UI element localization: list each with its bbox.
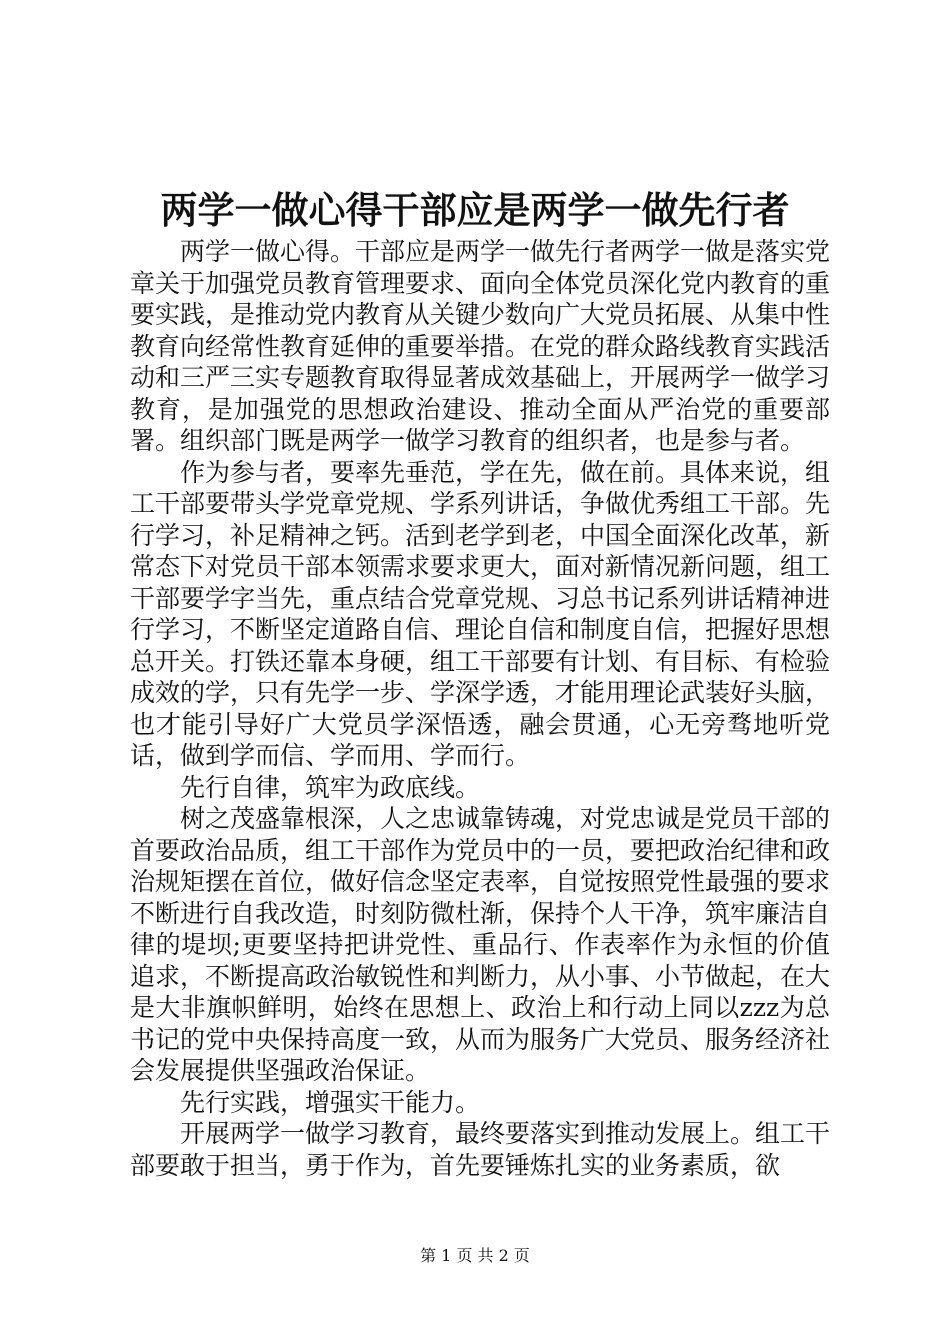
document-body — [130, 236, 830, 1181]
paragraph: 作为参与者，要率先垂范，学在先，做在前。具体来说，组工干部要带头学党章党规、学系列讲话，争做优秀组工干部。先行学习，补足精神之钙。活到老学到老，中国全面深化改革，新常态下对党员干部本领需求要求更大，面对新情况新问题，组工干部要学字当先，重点结合党章党规、习总书记系列讲话精神进行学习，不断坚定道路自信、理论自信和制度自信，把握好思想总开关。打铁还靠本身硬，组工干部要有计划、有目标、有检验成效的学，只有先学一步、学深学透，才能用理论武装好头脑，也才能引导好广大党员学深悟透，融会贯通，心无旁骛地听党话，做到学而信、学而用、学而行。 — [130, 457, 831, 770]
paragraph: 两学一做心得。干部应是两学一做先行者两学一做是落实党章关于加强党员教育管理要求、面向全体党员深化党内教育的重要实践，是推动党内教育从关键少数向广大党员拓展、从集中性教育向经常性教育延伸的重要举措。在党的群众路线教育实践活动和三严三实专题教育取得显著成效基础上，开展两学一做学习教育，是加强党的思想政治建设、推动全面从严治党的重要部署。组织部门既是两学一做学习教育的组织者，也是参与者。 — [130, 237, 831, 455]
paragraph: 先行自律，筑牢为政底线。 — [180, 772, 481, 802]
paragraph: 树之茂盛靠根深，人之忠诚靠铸魂，对党忠诚是党员干部的首要政治品质，组工干部作为党员中的一员，要把政治纪律和政治规矩摆在首位，做好信念坚定表率，自觉按照党性最强的要求不断进行自我改造，时刻防微杜渐，保持个人干净，筑牢廉洁自律的堤坝;更要坚持把讲党性、重品行、作表率作为永恒的价值追求，不断提高政治敏锐性和判断力，从小事、小节做起，在大是大非旗帜鲜明，始终在思想上、政治上和行动上同以zzz为总书记的党中央保持高度一致，从而为服务广大党员、服务经济社会发展提供坚强政治保证。 — [130, 804, 831, 1085]
page-number-footer: 第 1 页 共 2 页 — [420, 1246, 530, 1265]
paragraph: 开展两学一做学习教育，最终要落实到推动发展上。组工干部要敢于担当，勇于作为，首先要锤炼扎实的业务素质，欲 — [130, 1119, 831, 1180]
paragraph: 先行实践，增强实干能力。 — [180, 1087, 481, 1117]
document-title: 两学一做心得干部应是两学一做先行者 — [160, 188, 790, 232]
